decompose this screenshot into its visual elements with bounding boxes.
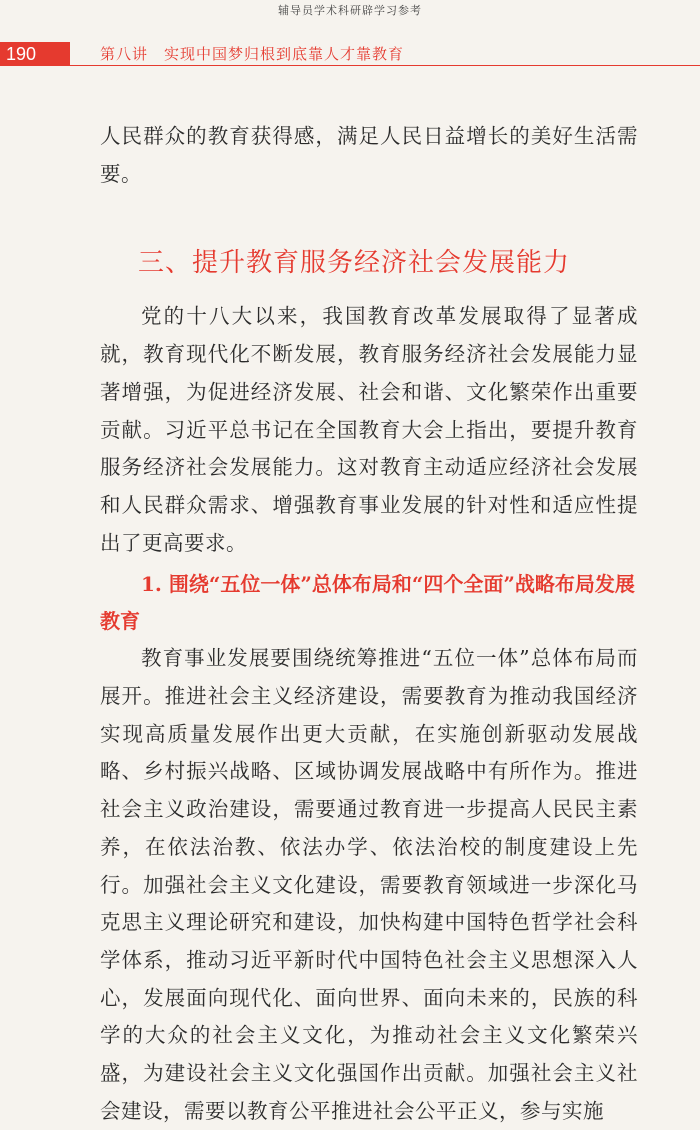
header-rule bbox=[70, 65, 700, 66]
page-number: 190 bbox=[0, 42, 70, 66]
continued-paragraph: 人民群众的教育获得感，满足人民日益增长的美好生活需要。 bbox=[100, 124, 638, 186]
running-head: 辅导员学术科研辟学习参考 bbox=[278, 4, 422, 17]
subsection-title: 1. 围绕“五位一体”总体布局和“四个全面”战略布局发展教育 bbox=[100, 572, 635, 634]
section-title: 三、提升教育服务经济社会发展能力 bbox=[138, 248, 571, 279]
paragraph: 党的十八大以来，我国教育改革发展取得了显著成就，教育现代化不断发展，教育服务经济社会发展能力显著增强，为促进经济发展、社会和谐、文化繁荣作出重要贡献。习近平总书记在全国教育大会上指出，要提升教育服务经济社会发展能力。这对教育主动适应经济社会发展和人民群众需求、增强教育事业发展的针对性和适应性提出了更高要求。 bbox=[100, 304, 638, 555]
page-body bbox=[100, 118, 638, 1130]
paragraph: 教育事业发展要围绕统筹推进“五位一体”总体布局而展开。推进社会主义经济建设，需要教育为推动我国经济实现高质量发展作出更大贡献，在实施创新驱动发展战略、乡村振兴战略、区域协调发展战略中有所作为。推进社会主义政治建设，需要通过教育进一步提高人民民主素养，在依法治教、依法办学、依法治校的制度建设上先行。加强社会主义文化建设，需要教育领域进一步深化马克思主义理论研究和建设，加快构建中国特色哲学社会科学体系，推动习近平新时代中国特色社会主义思想深入人心，发展面向现代化、面向世界、面向未来的，民族的科学的大众的社会主义文化，为推动社会主义文化繁荣兴盛，为建设社会主义文化强国作出贡献。加强社会主义社会建设，需要以教育公平推进社会公平正义，参与实施 bbox=[100, 646, 638, 1123]
page-header bbox=[0, 42, 700, 66]
chapter-title: 第八讲 实现中国梦归根到底靠人才靠教育 bbox=[100, 45, 405, 63]
